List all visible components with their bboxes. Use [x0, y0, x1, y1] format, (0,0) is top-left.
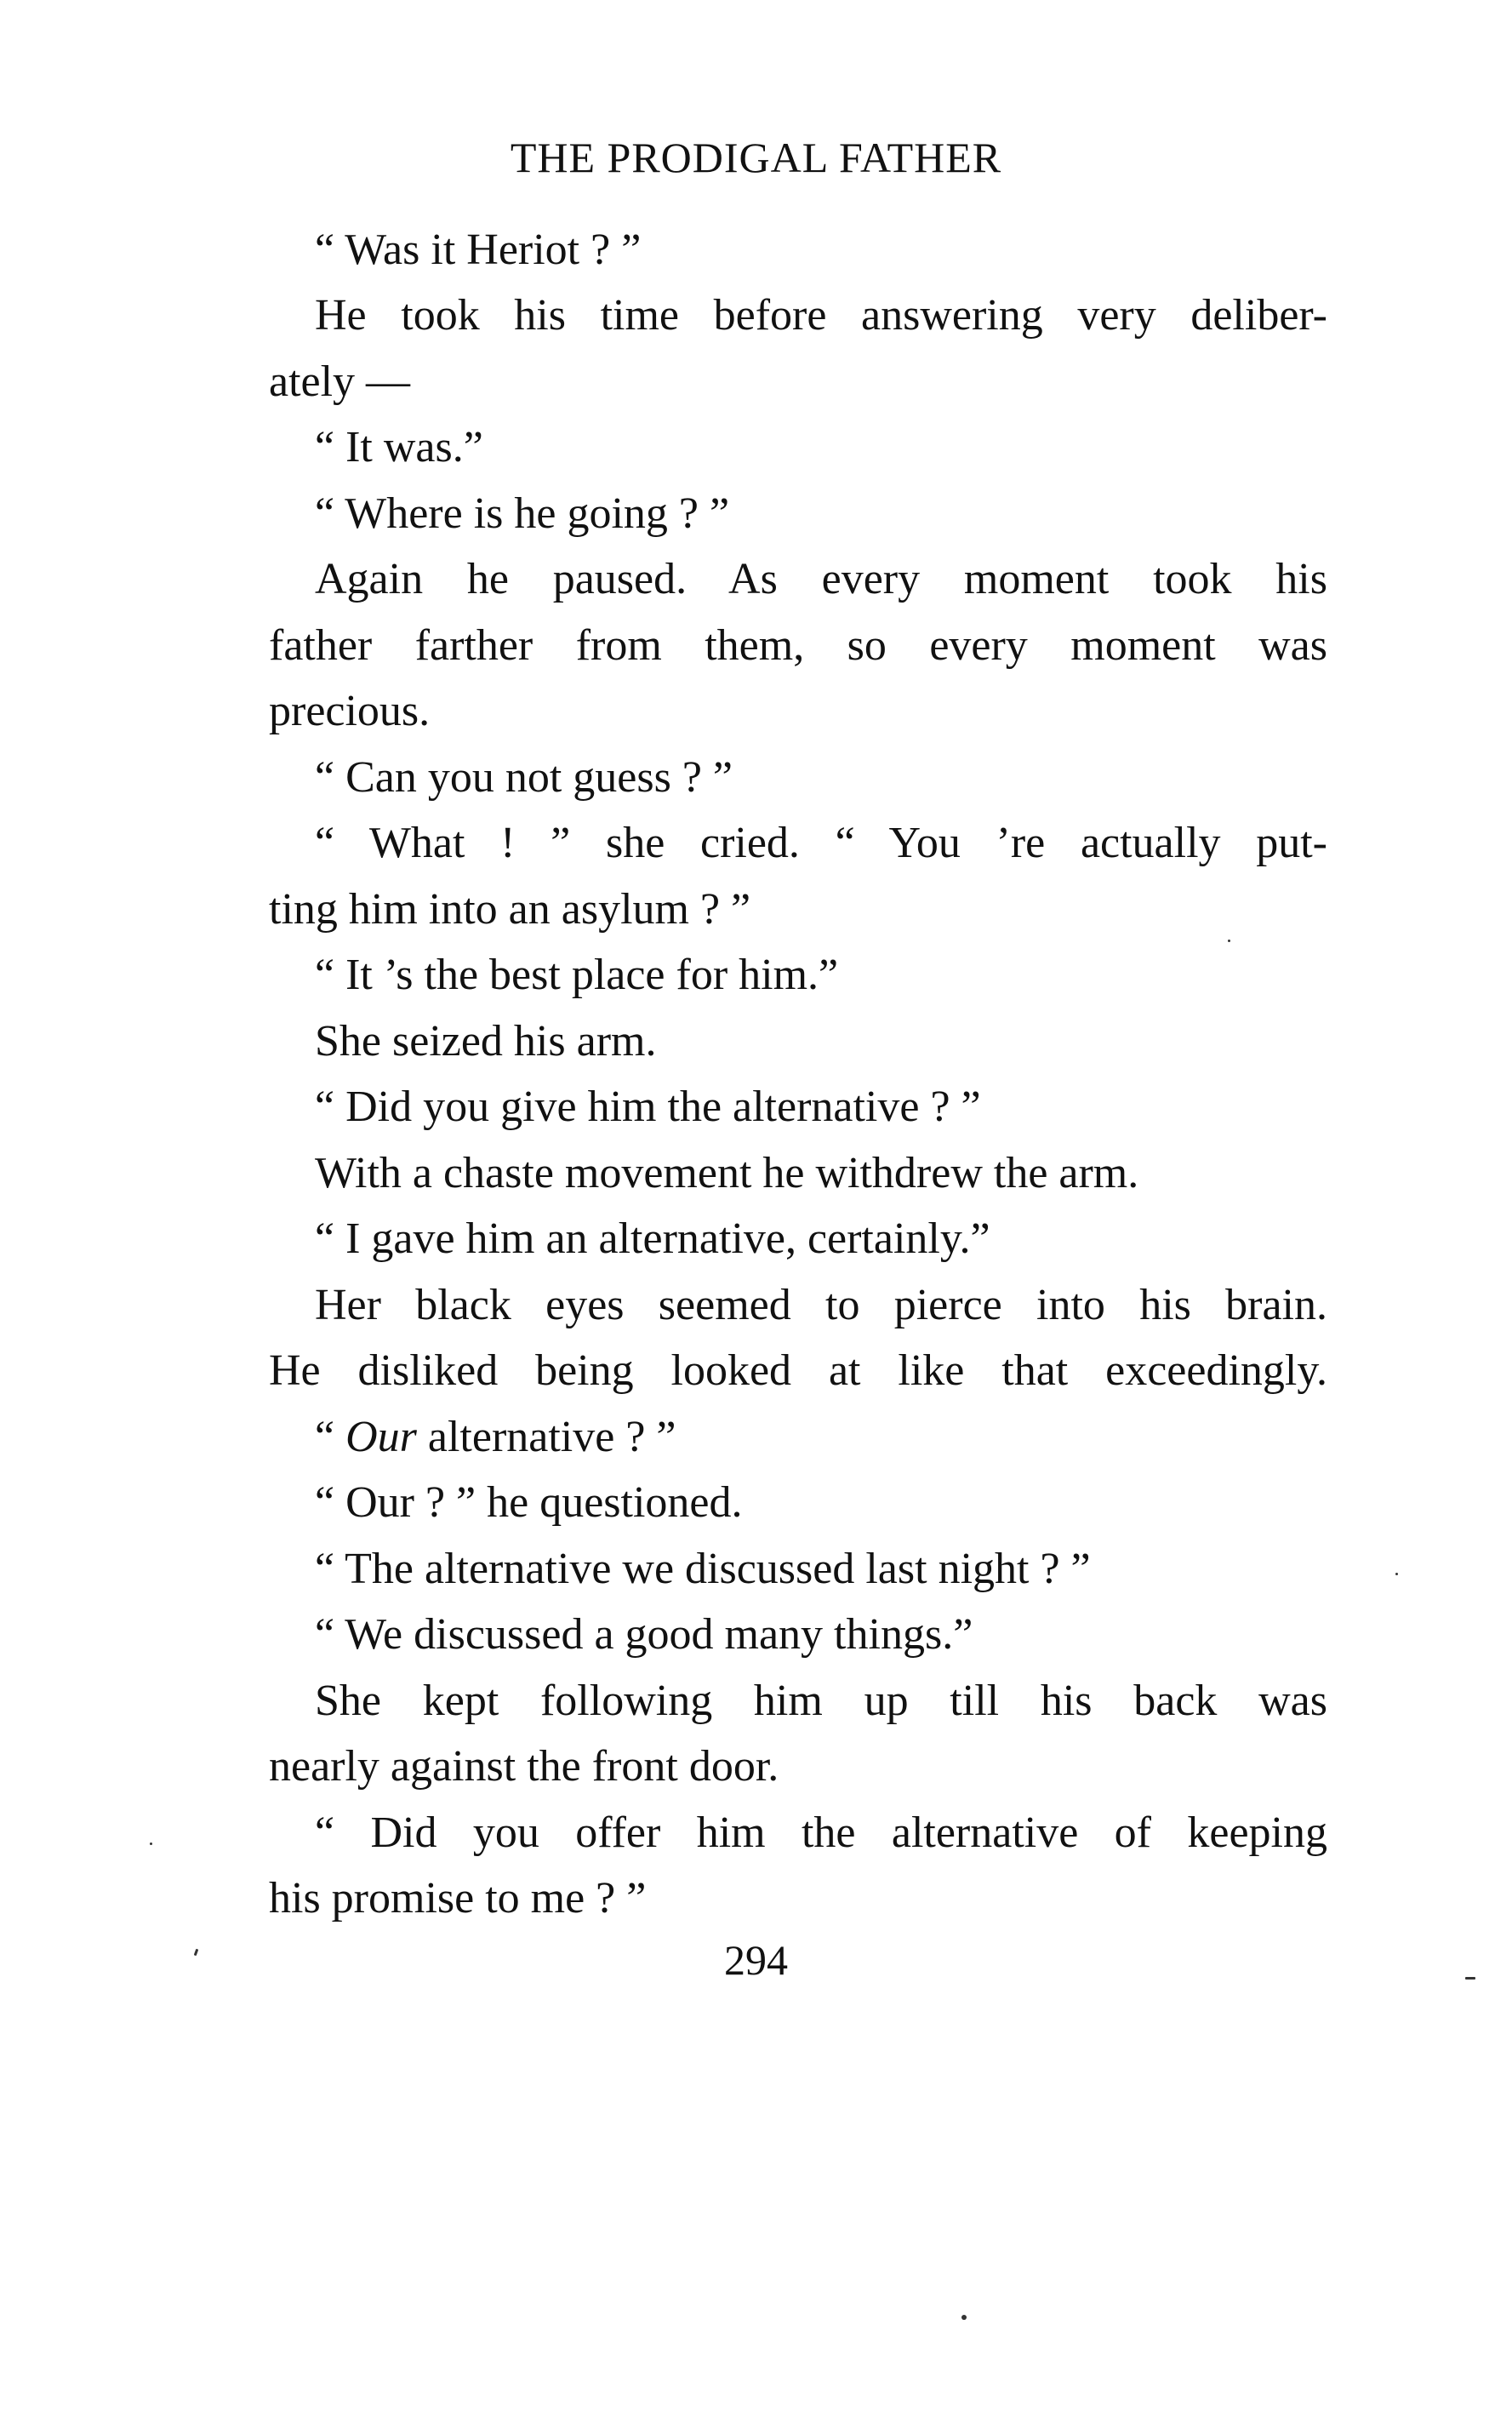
text-line: “ Did you offer him the alternative of keeping: [315, 1808, 1327, 1857]
line-rest: alternative ? ”: [416, 1413, 676, 1461]
text-line: “ Our ? ” he questioned.: [315, 1478, 743, 1527]
text-line: “ Did you give him the alternative ? ”: [315, 1083, 981, 1131]
text-line: precious.: [269, 687, 431, 735]
text-line: “ I gave him an alternative, certainly.”: [315, 1214, 990, 1263]
scan-speck: [1228, 940, 1230, 942]
text-line: “ What ! ” she cried. “ You ’re actually put-: [315, 819, 1327, 867]
text-line: “ It ’s the best place for him.”: [315, 951, 839, 999]
text-line: With a chaste movement he withdrew the arm.: [315, 1149, 1139, 1197]
running-title: THE PRODIGAL FATHER: [510, 134, 1002, 181]
text-line: “ Can you not guess ? ”: [315, 753, 733, 802]
text-line: nearly against the front door.: [269, 1742, 779, 1791]
scan-speck: [1395, 1573, 1398, 1575]
scan-speck: [1465, 1977, 1475, 1980]
italic-word: Our: [345, 1413, 417, 1461]
text-line: He took his time before answering very deliber-: [315, 291, 1327, 340]
scan-speck: [961, 2315, 967, 2320]
text-line: Again he paused. As every moment took his: [315, 555, 1327, 603]
text-line: “ It was.”: [315, 423, 483, 471]
page-number: 294: [724, 1936, 788, 1984]
text-line: Her black eyes seemed to pierce into his brain.: [315, 1281, 1327, 1329]
text-line: “ We discussed a good many things.”: [315, 1610, 973, 1659]
text-line: “ The alternative we discussed last night ? ”: [315, 1545, 1091, 1593]
text-line: his promise to me ? ”: [269, 1874, 647, 1923]
text-line: He disliked being looked at like that exceedingly.: [269, 1346, 1327, 1395]
scan-speck: [150, 1843, 152, 1845]
text-line: [315, 1415, 1327, 1460]
text-line: ting him into an asylum ? ”: [269, 885, 751, 934]
text-line: father farther from them, so every moment was: [269, 621, 1327, 670]
text-line: She kept following him up till his back was: [315, 1677, 1327, 1725]
text-line: “ Where is he going ? ”: [315, 489, 730, 538]
text-line: ately —: [269, 357, 411, 406]
open-quote: “: [315, 1413, 346, 1461]
text-line: She seized his arm.: [315, 1017, 657, 1066]
text-line: “ Was it Heriot ? ”: [315, 226, 642, 274]
